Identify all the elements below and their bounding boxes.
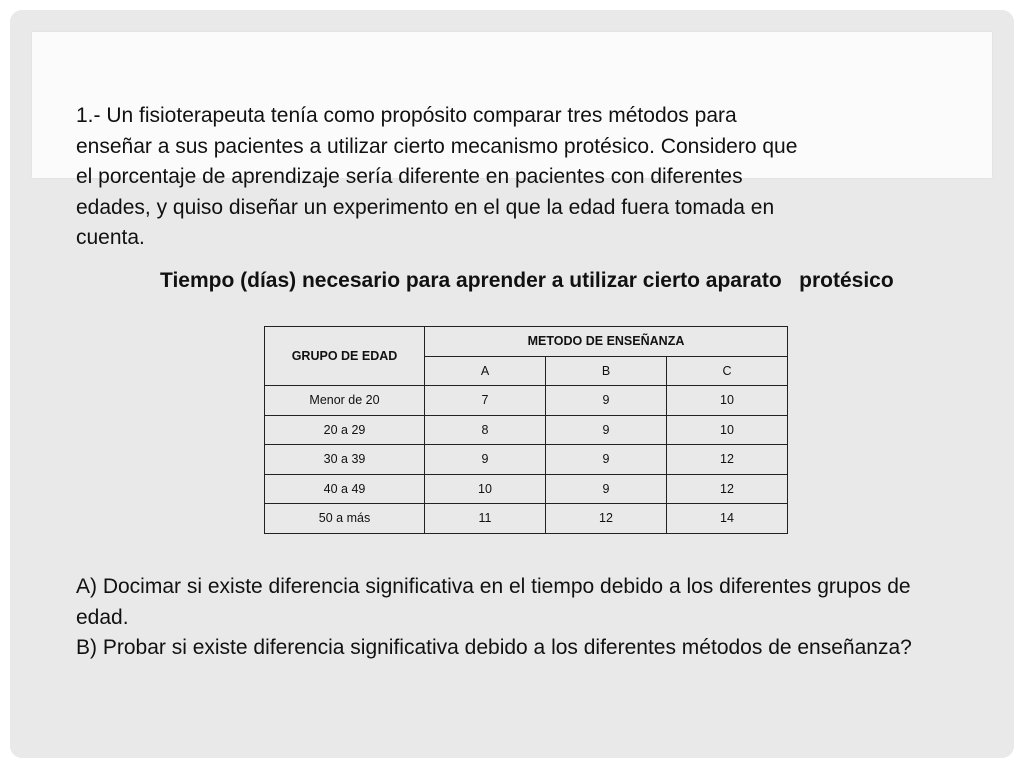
table-row [265, 474, 788, 504]
value-cell: 9 [546, 415, 667, 445]
value-cell: 9 [546, 445, 667, 475]
method-label-b: B [546, 356, 667, 386]
value-cell: 10 [425, 474, 546, 504]
table-row [265, 445, 788, 475]
value-cell: 10 [667, 386, 788, 416]
value-cell: 9 [425, 445, 546, 475]
questions-block [76, 572, 936, 664]
question-a: A) Docimar si existe diferencia significativa en el tiempo debido a los diferentes grupos de edad. [76, 575, 911, 629]
data-table [264, 326, 788, 534]
age-group-cell: 20 a 29 [265, 415, 425, 445]
value-cell: 12 [667, 445, 788, 475]
value-cell: 8 [425, 415, 546, 445]
value-cell: 12 [667, 474, 788, 504]
value-cell: 12 [546, 504, 667, 534]
table-header-row [265, 327, 788, 357]
problem-statement: 1.- Un fisioterapeuta tenía como propósito comparar tres métodos para enseñar a sus pacientes a utilizar cierto mecanismo protésico. Considero que el porcentaje de aprendizaje sería diferente en pacientes con diferentes edades, y quiso diseñar un experimento en el que la edad fuera tomada en cuenta. [76, 104, 798, 249]
table-row [265, 504, 788, 534]
value-cell: 7 [425, 386, 546, 416]
value-cell: 9 [546, 386, 667, 416]
table-row [265, 386, 788, 416]
table-row [265, 415, 788, 445]
age-group-cell: 50 a más [265, 504, 425, 534]
slide [10, 10, 1014, 758]
method-header: METODO DE ENSEÑANZA [425, 327, 788, 357]
table-title: Tiempo (días) necesario para aprender a utilizar cierto aparato protésico [160, 269, 894, 292]
value-cell: 11 [425, 504, 546, 534]
question-b: B) Probar si existe diferencia significativa debido a los diferentes métodos de enseñanza? [76, 636, 912, 659]
value-cell: 10 [667, 415, 788, 445]
value-cell: 9 [546, 474, 667, 504]
method-label-a: A [425, 356, 546, 386]
age-group-cell: 30 a 39 [265, 445, 425, 475]
group-header: GRUPO DE EDAD [265, 327, 425, 386]
age-group-cell: 40 a 49 [265, 474, 425, 504]
value-cell: 14 [667, 504, 788, 534]
method-label-c: C [667, 356, 788, 386]
age-group-cell: Menor de 20 [265, 386, 425, 416]
